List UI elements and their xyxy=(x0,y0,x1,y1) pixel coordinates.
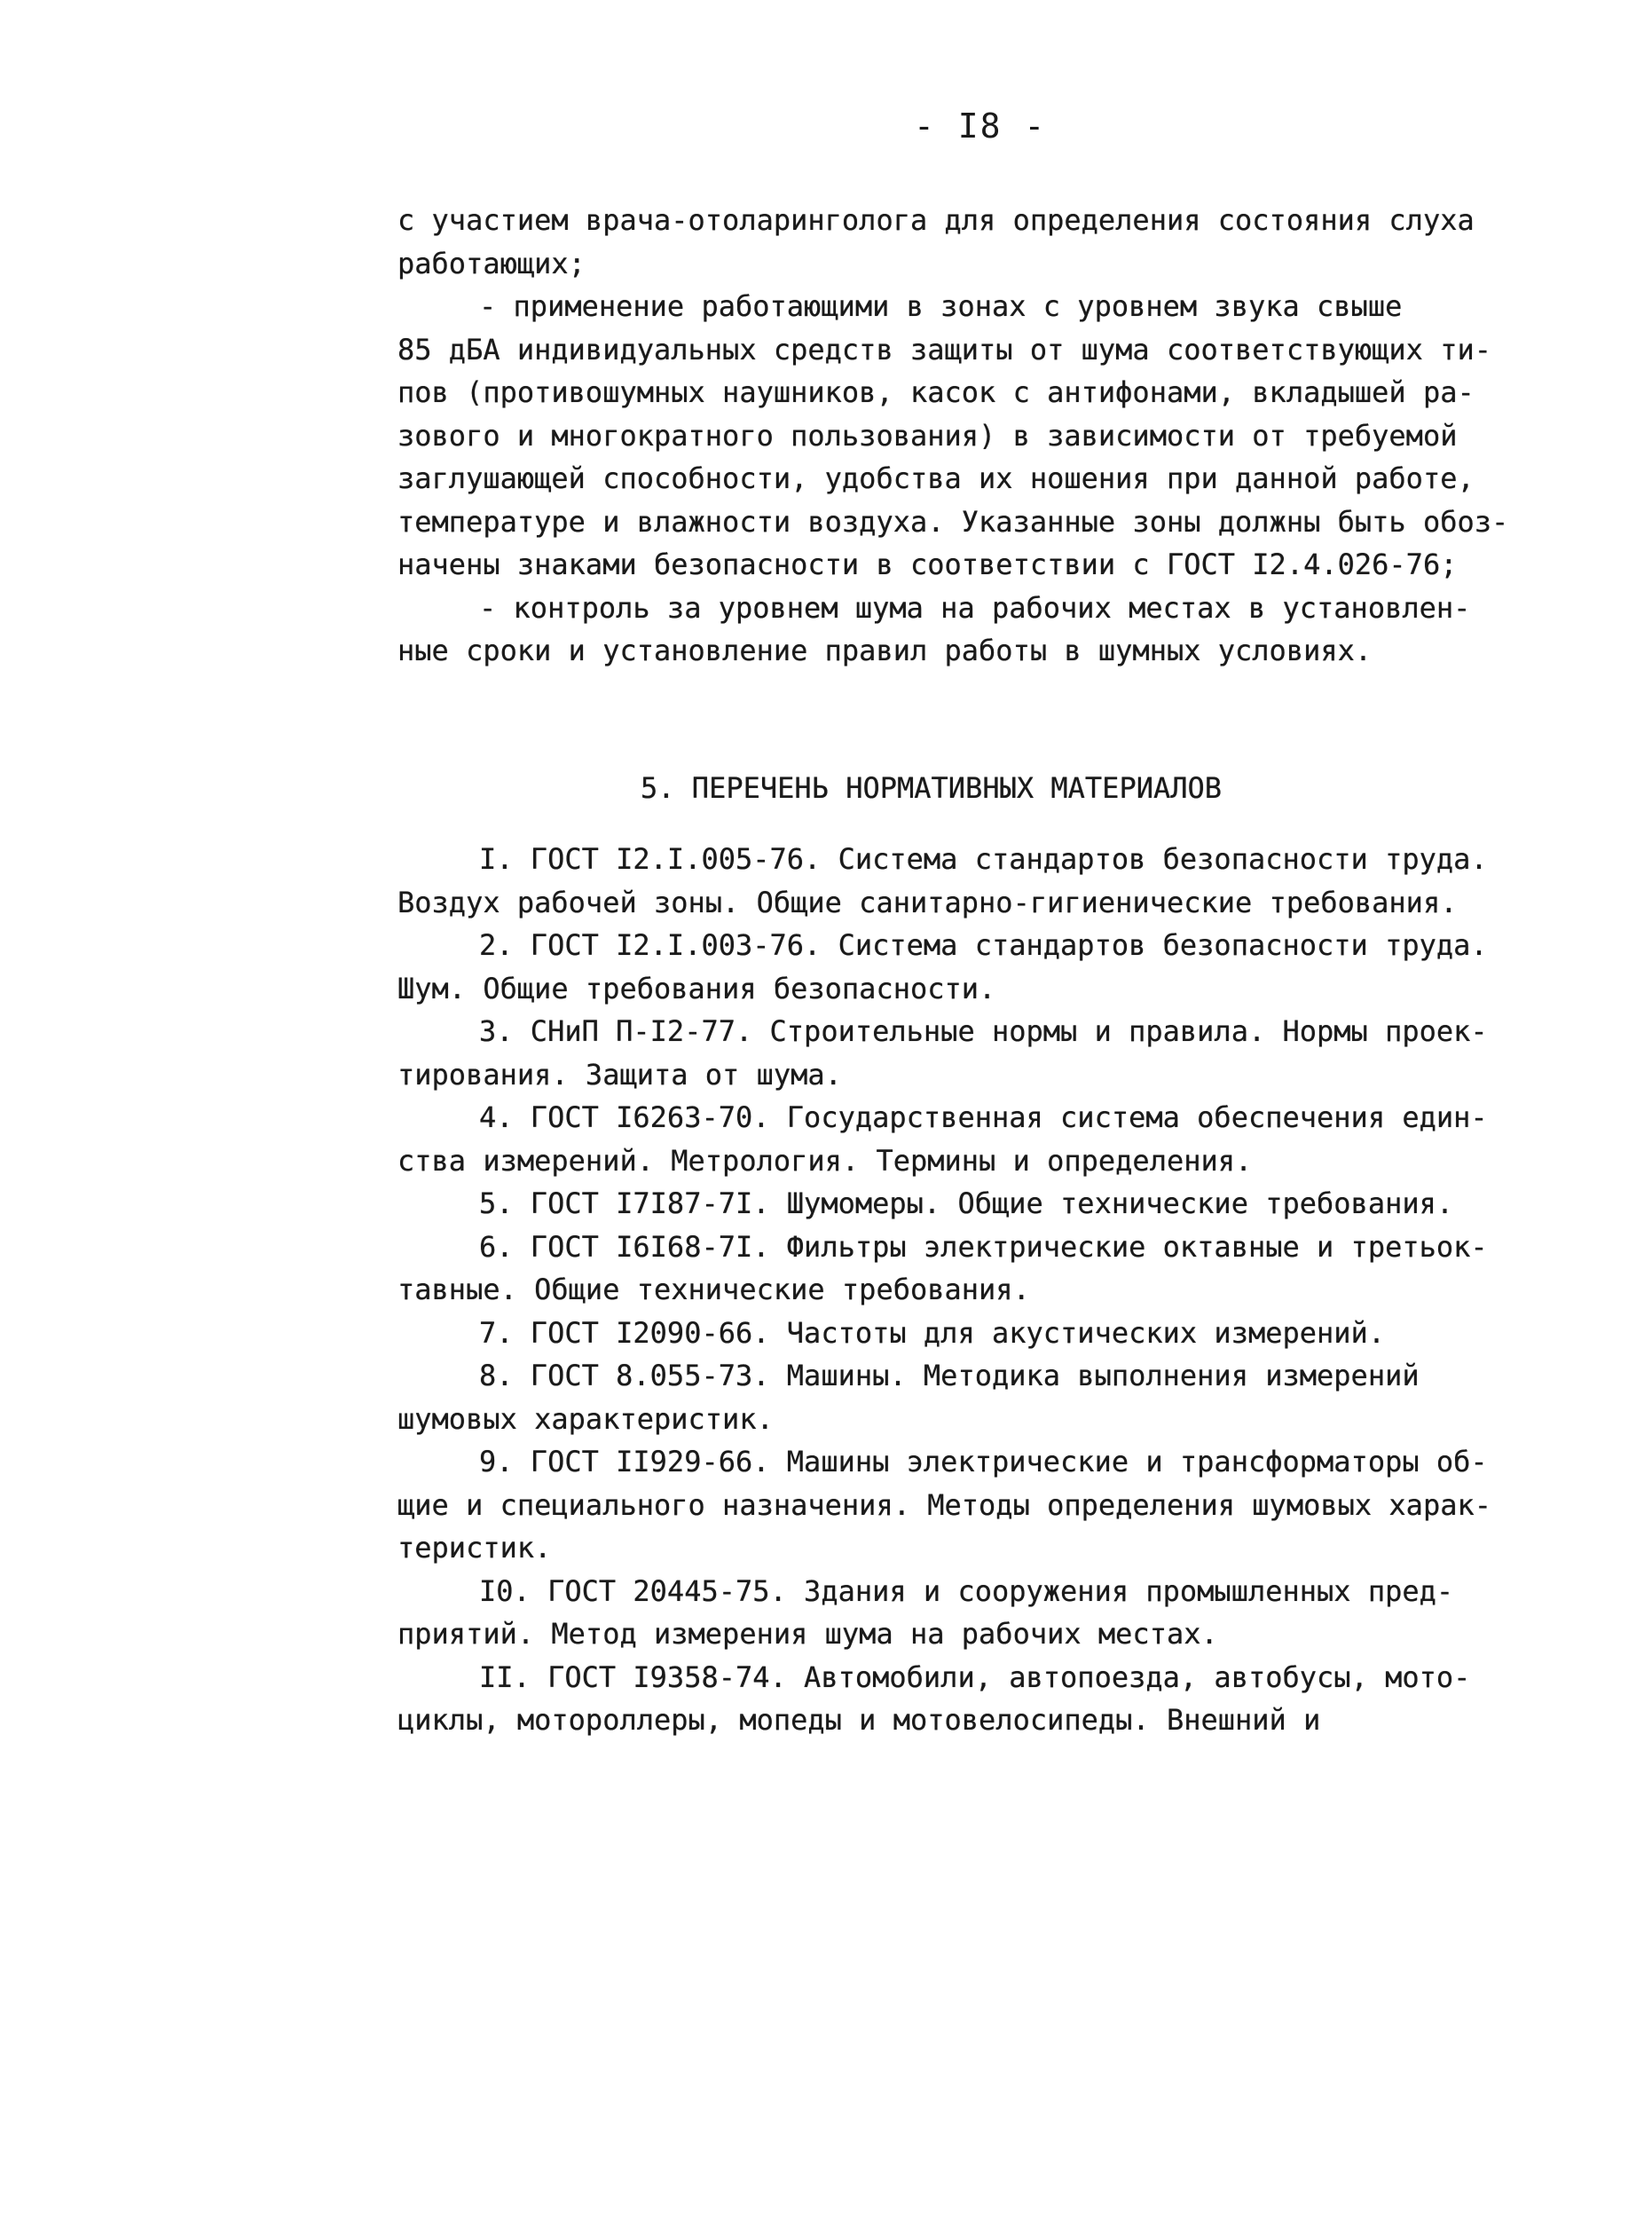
list-item: 2. ГОСТ I2.I.003-76. Система стандартов безопасности труда. xyxy=(479,928,1488,962)
list-item: 7. ГОСТ I2090-66. Частоты для акустических измерений. xyxy=(479,1315,1386,1350)
list-item: I0. ГОСТ 20445-75. Здания и сооружения промышленных пред- xyxy=(479,1573,1454,1608)
list-item: 4. ГОСТ I6263-70. Государственная система обеспечения един- xyxy=(479,1100,1488,1134)
list-item-continuation: тирования. Защита от шума. xyxy=(397,1057,842,1092)
list-item: 9. ГОСТ II929-66. Машины электрические и трансформаторы об- xyxy=(479,1445,1488,1478)
text-line: 85 дБА индивидуальных средств защиты от шума соответствующих ти- xyxy=(397,332,1491,367)
page-number: - I8 - xyxy=(914,106,1047,146)
list-item: 8. ГОСТ 8.055-73. Машины. Методика выполнения измерений xyxy=(479,1359,1420,1392)
list-item-continuation: шумовых характеристик. xyxy=(397,1401,774,1436)
text-line: с участием врача-отоларинголога для определения состояния слуха xyxy=(397,203,1475,237)
list-item-continuation: тавные. Общие технические требования. xyxy=(397,1273,1030,1306)
list-item-continuation: Шум. Общие требования безопасности. xyxy=(397,971,996,1005)
list-item: 6. ГОСТ I6I68-7I. Фильтры электрические октавные и третьок- xyxy=(479,1229,1488,1264)
list-item: 5. ГОСТ I7I87-7I. Шумомеры. Общие технические требования. xyxy=(479,1187,1454,1220)
list-item-continuation: ства измерений. Метрология. Термины и определения. xyxy=(397,1143,1253,1178)
text-line: заглушающей способности, удобства их ношения при данной работе, xyxy=(397,461,1475,495)
text-line: - контроль за уровнем шума на рабочих местах в установлен- xyxy=(479,590,1471,625)
section-heading: 5. ПЕРЕЧЕНЬ НОРМАТИВНЫХ МАТЕРИАЛОВ xyxy=(641,771,1223,805)
list-item-continuation: Воздух рабочей зоны. Общие санитарно-гигиенические требования. xyxy=(397,885,1458,919)
list-item: I. ГОСТ I2.I.005-76. Система стандартов безопасности труда. xyxy=(479,842,1488,876)
normative-materials-list xyxy=(397,838,1542,1742)
text-line: работающих; xyxy=(397,246,586,280)
text-line: пов (противошумных наушников, касок с антифонами, вкладышей ра- xyxy=(397,375,1475,409)
list-item-continuation: щие и специального назначения. Методы определения шумовых харак- xyxy=(397,1487,1491,1522)
list-item-continuation: приятий. Метод измерения шума на рабочих местах. xyxy=(397,1617,1218,1651)
intro-paragraphs xyxy=(397,199,1542,673)
list-item: 3. СНиП П-I2-77. Строительные нормы и правила. Нормы проек- xyxy=(479,1014,1488,1048)
text-line: ные сроки и установление правил работы в шумных условиях. xyxy=(397,634,1373,667)
list-item-continuation: циклы, мотороллеры, мопеды и мотовелосипеды. Внешний и xyxy=(397,1703,1321,1737)
list-item-continuation: теристик. xyxy=(397,1531,552,1565)
text-line: - применение работающими в зонах с уровнем звука свыше xyxy=(479,289,1403,323)
text-line: температуре и влажности воздуха. Указанные зоны должны быть обоз- xyxy=(397,504,1509,539)
list-item: II. ГОСТ I9358-74. Автомобили, автопоезда, автобусы, мото- xyxy=(479,1660,1471,1694)
text-line: начены знаками безопасности в соответствии с ГОСТ I2.4.026-76; xyxy=(397,548,1458,581)
text-line: зового и многократного пользования) в зависимости от требуемой xyxy=(397,418,1458,453)
